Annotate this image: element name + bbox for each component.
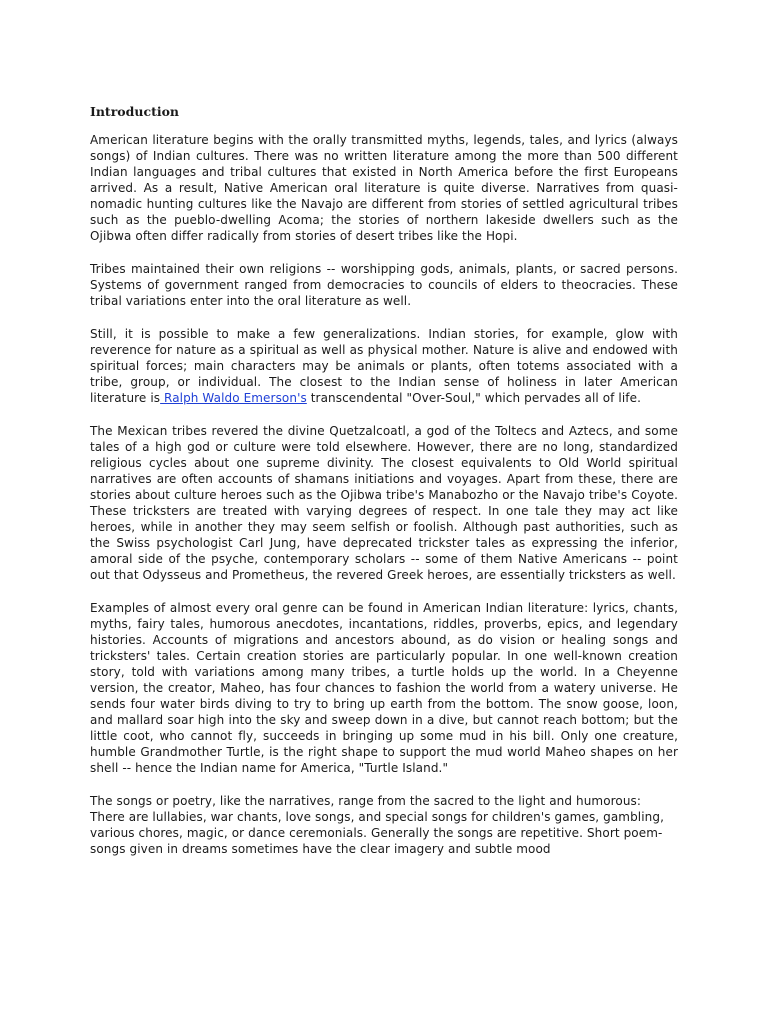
emerson-link[interactable]: Ralph Waldo Emerson's [160, 391, 307, 405]
section-heading: Introduction [90, 104, 180, 119]
paragraph-text-before-link: Still, it is possible to make a few generalizations. Indian stories, for example, glow with reverence for nature as a spiritual as well as physical mother. Nature is alive and endowed with spiritual forces; main characters may be animals or plants, often totems associated with a tribe, group, or individual. The closest to the Indian sense of holiness in later American literature is [90, 327, 678, 405]
paragraph-text-after-link: transcendental "Over-Soul," which pervades all of life. [306, 391, 642, 405]
paragraph-oral-genres: Examples of almost every oral genre can be found in American Indian literature: lyrics, chants, myths, fairy tales, humorous anecdotes, incantations, riddles, proverbs, epics, and legendary histories. Accounts of migrations and ancestors abound, as do vision or healing songs and tricksters' tales. Certain creation stories are particularly popular. In one well-known creation story, told with variations among many tribes, a turtle holds up the world. In a Cheyenne version, the creator, Maheo, has four chances to fashion the world from a watery universe. He sends four water birds diving to try to bring up earth from the bottom. The snow goose, loon, and mallard soar high into the sky and sweep down in a dive, but cannot reach bottom; but the little coot, who cannot fly, succeeds in bringing up some mud in his bill. Only one creature, humble Grandmother Turtle, is the right shape to support the mud world Maheo shapes on her shell -- hence the Indian name for America, "Turtle Island." [90, 601, 678, 775]
document-page [90, 104, 678, 857]
paragraph-oral-traditions: American literature begins with the orally transmitted myths, legends, tales, and lyrics (always songs) of Indian cultures. There was no written literature among the more than 500 different Indian languages and tribal cultures that existed in North America before the first Europeans arrived. As a result, Native American oral literature is quite diverse. Narratives from quasi-nomadic hunting cultures like the Navajo are different from stories of settled agricultural tribes such as the pueblo-dwelling Acoma; the stories of northern lakeside dwellers such as the Ojibwa often differ radically from stories of desert tribes like the Hopi. [90, 133, 678, 243]
paragraph-generalizations [90, 326, 678, 406]
paragraph-tricksters: The Mexican tribes revered the divine Quetzalcoatl, a god of the Toltecs and Aztecs, and some tales of a high god or culture were told elsewhere. However, there are no long, standardized religious cycles about one supreme divinity. The closest equivalents to Old World spiritual narratives are often accounts of shamans initiations and voyages. Apart from these, there are stories about culture heroes such as the Ojibwa tribe's Manabozho or the Navajo tribe's Coyote. These tricksters are treated with varying degrees of respect. In one tale they may act like heroes, while in another they may seem selfish or foolish. Although past authorities, such as the Swiss psychologist Carl Jung, have deprecated trickster tales as expressing the inferior, amoral side of the psyche, contemporary scholars -- some of them Native Americans -- point out that Odysseus and Prometheus, the revered Greek heroes, are essentially tricksters as well. [90, 424, 678, 582]
paragraph-tribal-religions: Tribes maintained their own religions -- worshipping gods, animals, plants, or sacred persons. Systems of government ranged from democracies to councils of elders to theocracies. These tribal variations enter into the oral literature as well. [90, 262, 678, 308]
paragraph-songs-poetry: The songs or poetry, like the narratives, range from the sacred to the light and humorous: There are lullabies, war chants, love songs, and special songs for children's games, gambling, various chores, magic, or dance ceremonials. Generally the songs are repetitive. Short poem-songs given in dreams sometimes have the clear imagery and subtle mood [90, 794, 665, 856]
